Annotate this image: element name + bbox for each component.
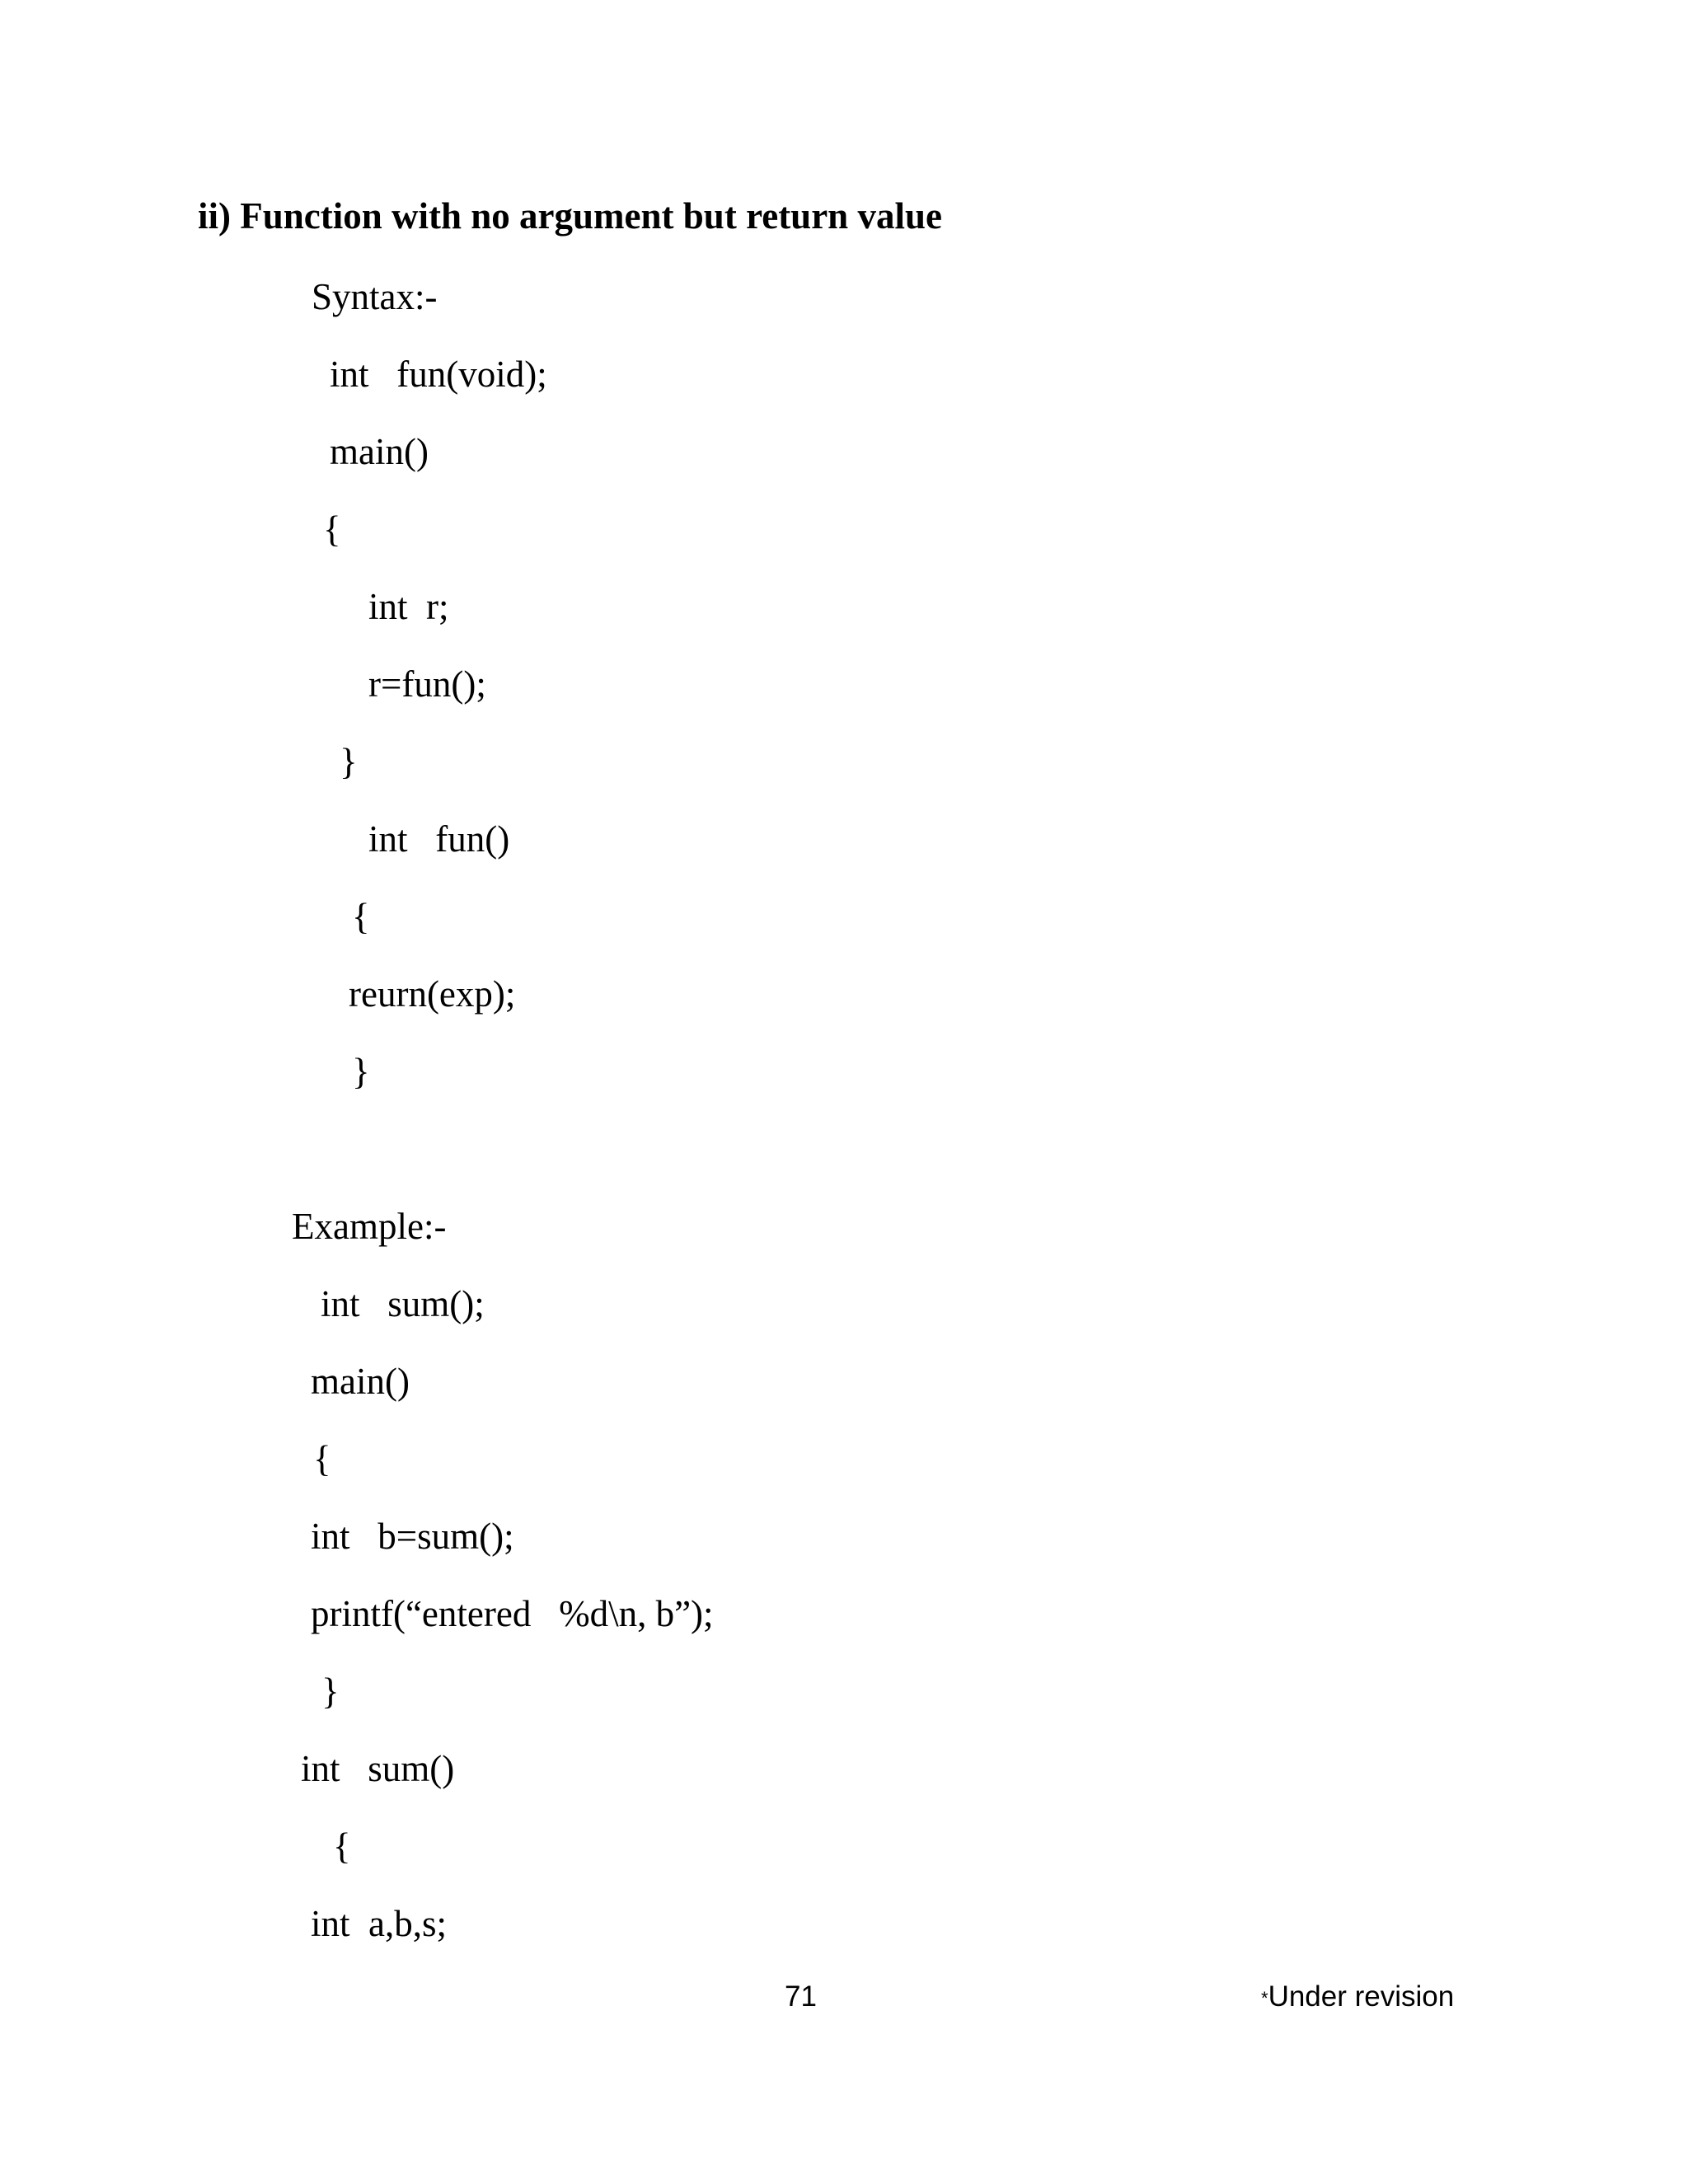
syntax-line: main() bbox=[330, 431, 429, 472]
page-number: 71 bbox=[785, 1980, 817, 2013]
section-heading: ii) Function with no argument but return value bbox=[198, 195, 942, 237]
syntax-line: int r; bbox=[368, 586, 449, 627]
example-line: } bbox=[321, 1671, 340, 1712]
syntax-line: } bbox=[352, 1051, 370, 1092]
example-line: main() bbox=[311, 1361, 410, 1402]
syntax-line: reurn(exp); bbox=[349, 973, 516, 1015]
example-line: printf(“entered %d\n, b”); bbox=[311, 1593, 714, 1634]
example-line: int sum(); bbox=[321, 1283, 485, 1324]
example-line: int a,b,s; bbox=[311, 1903, 447, 1944]
example-line: { bbox=[313, 1438, 331, 1479]
syntax-line: int fun(void); bbox=[330, 354, 547, 395]
revision-note bbox=[1261, 1982, 1454, 2011]
syntax-line: r=fun(); bbox=[368, 663, 486, 705]
syntax-line: { bbox=[352, 896, 370, 937]
syntax-label: Syntax:- bbox=[312, 276, 438, 317]
syntax-line: { bbox=[323, 509, 341, 550]
syntax-line: } bbox=[340, 741, 358, 782]
syntax-line: int fun() bbox=[368, 818, 510, 860]
revision-star: * bbox=[1261, 1987, 1268, 2008]
revision-text: Under revision bbox=[1268, 1980, 1455, 2013]
example-label: Example:- bbox=[292, 1206, 447, 1247]
example-line: int sum() bbox=[301, 1748, 455, 1789]
example-line: { bbox=[333, 1825, 351, 1867]
example-line: int b=sum(); bbox=[311, 1516, 514, 1557]
